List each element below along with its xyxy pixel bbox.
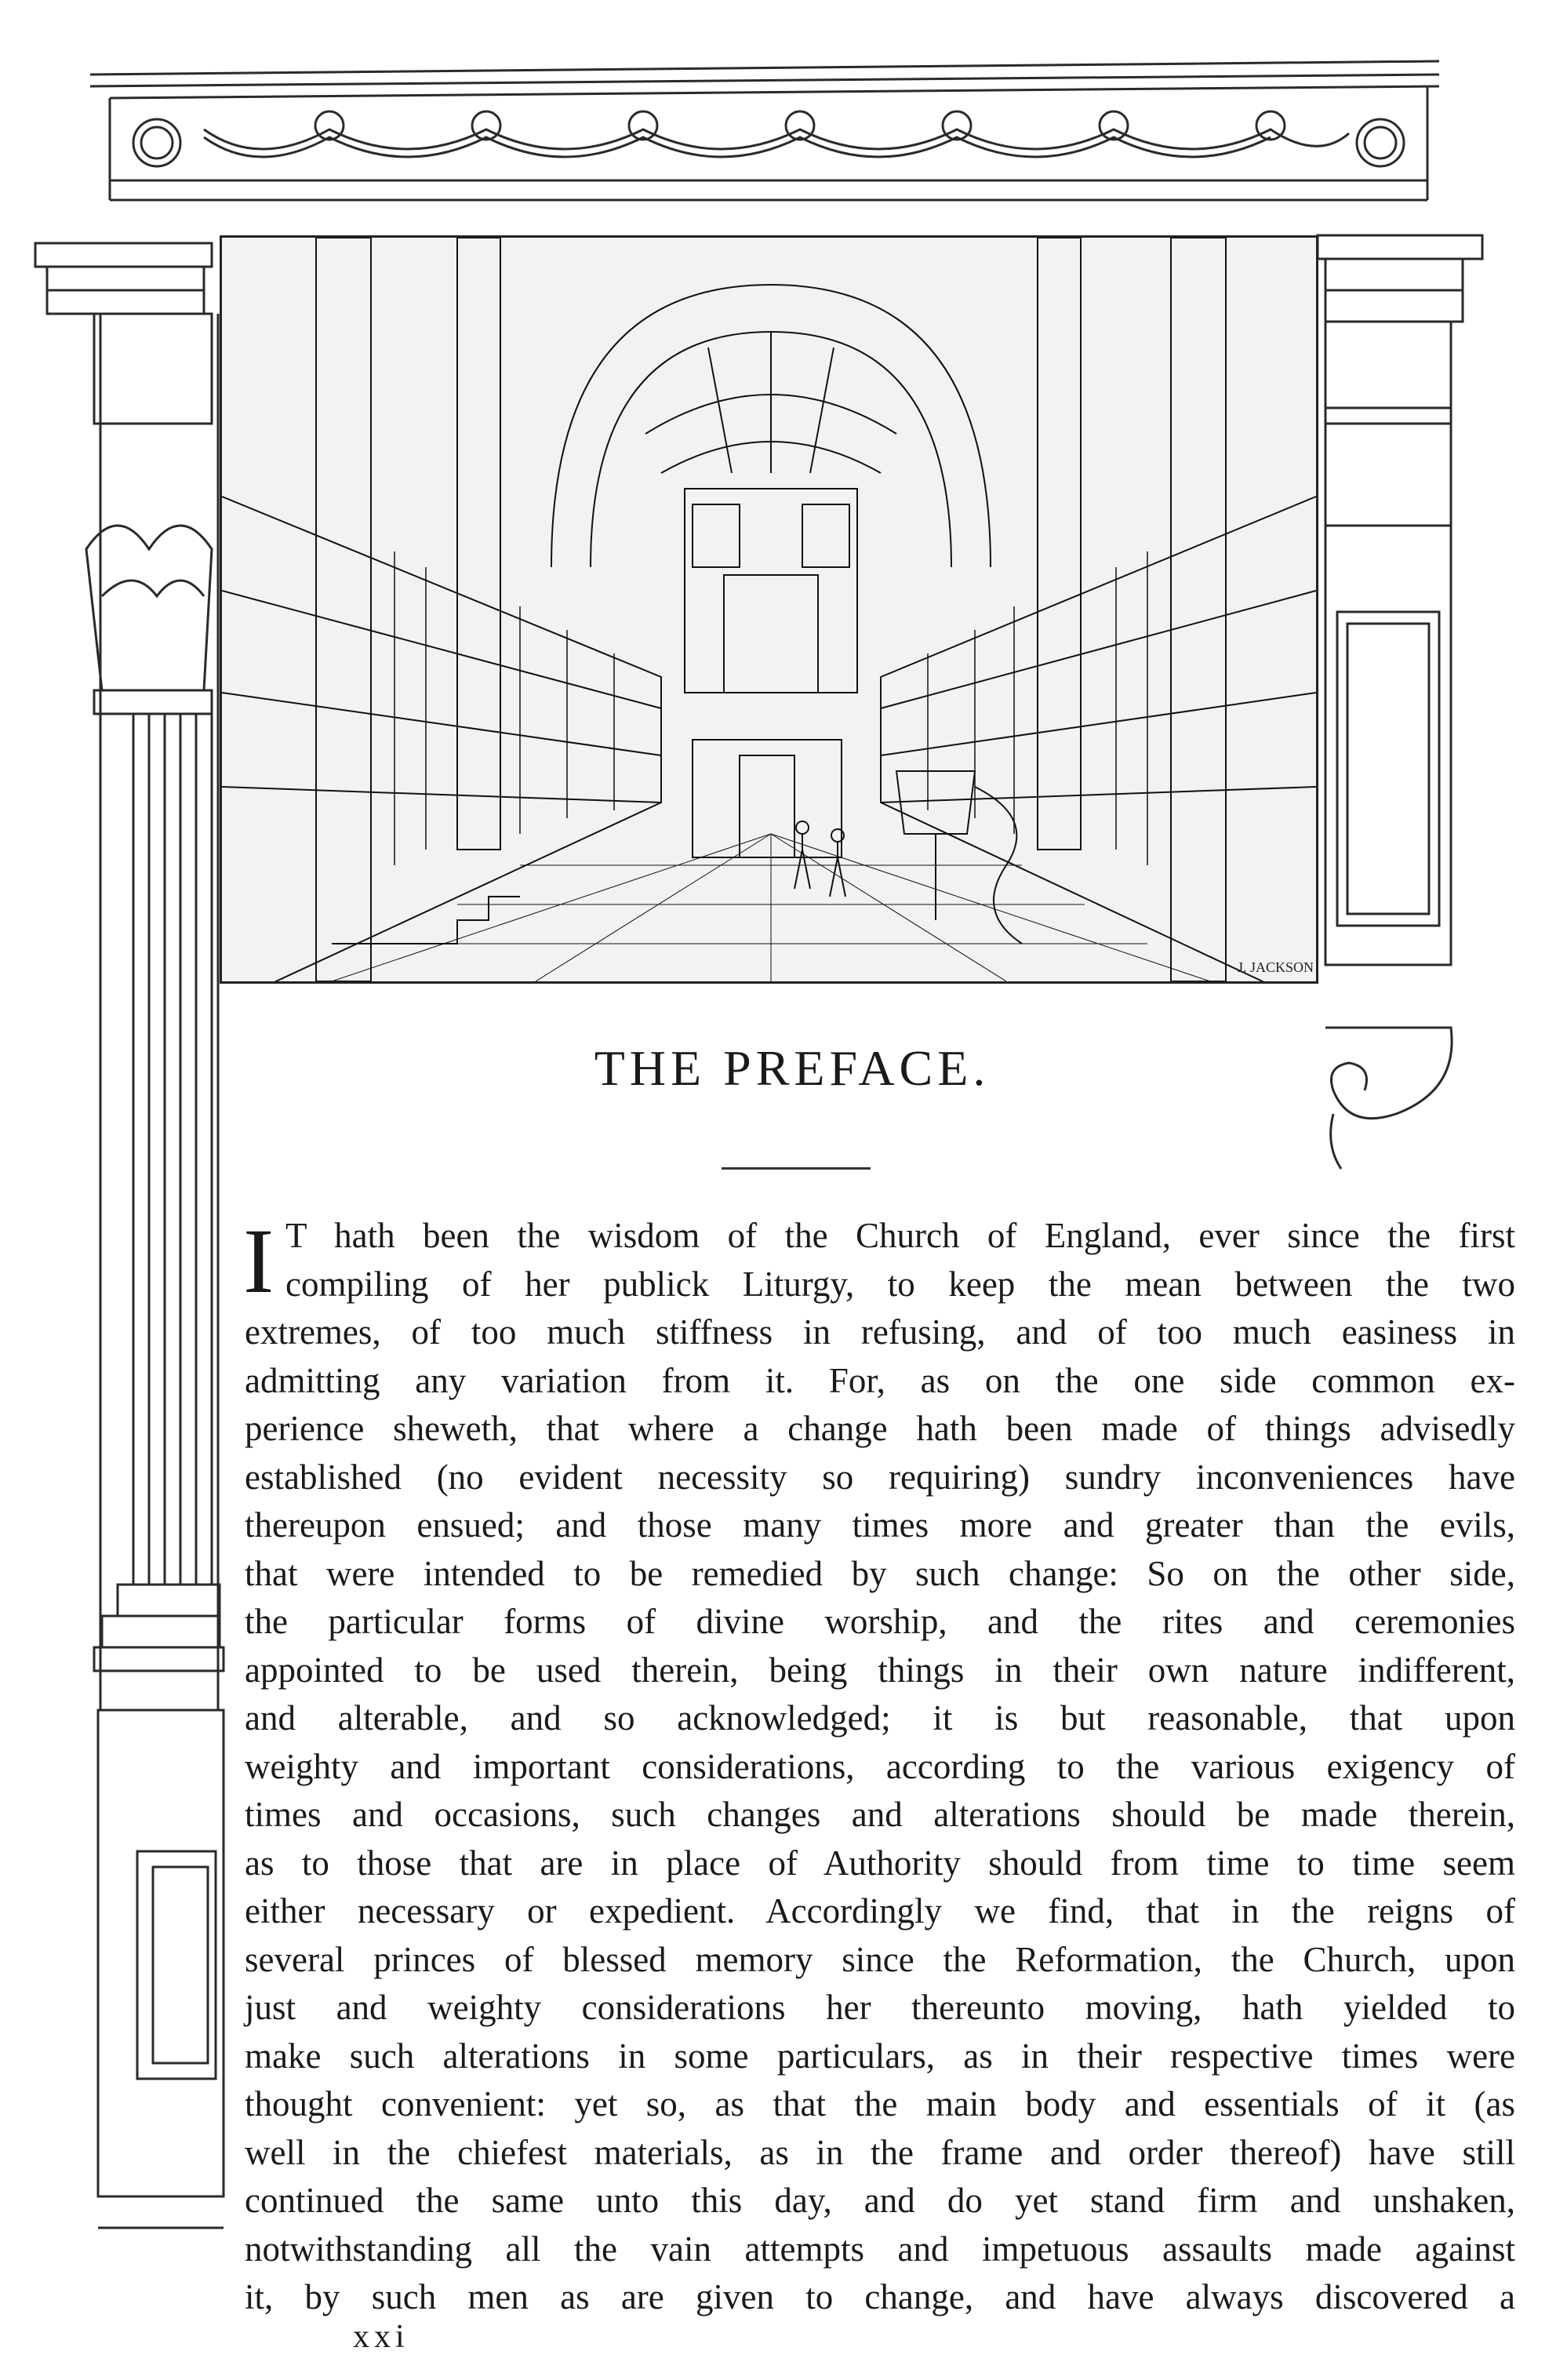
text-line-9: the particular forms of divine worship, and the rites and ceremonies <box>245 1602 1515 1641</box>
text-line-6: established (no evident necessity so requiring) sundry inconveniences have <box>245 1457 1515 1497</box>
text-line-22: notwithstanding all the vain attempts and impetuous assaults made against <box>245 2229 1515 2269</box>
text-line-17: just and weighty considerations her thereunto moving, hath yielded to <box>245 1988 1515 2027</box>
text-line-2: compiling of her publick Liturgy, to keep the mean between the two <box>285 1264 1515 1304</box>
preface-body <box>245 1212 1515 2322</box>
text-line-15: either necessary or expedient. Accordingly we find, that in the reigns of <box>245 1891 1515 1931</box>
text-line-3: extremes, of too much stiffness in refusing, and of too much easiness in <box>245 1312 1515 1352</box>
page-number: xxi <box>353 2319 409 2355</box>
text-line-21: continued the same unto this day, and do yet stand firm and unshaken, <box>245 2181 1515 2220</box>
drop-cap: I <box>243 1210 274 1312</box>
text-line-10: appointed to be used therein, being things in their own nature indifferent, <box>245 1650 1515 1690</box>
text-line-18: make such alterations in some particulars, as in their respective times were <box>245 2036 1515 2076</box>
text-line-4: admitting any variation from it. For, as on the one side common ex- <box>245 1360 1515 1400</box>
text-line-13: times and occasions, such changes and alterations should be made therein, <box>245 1795 1515 1834</box>
page-title: THE PREFACE. <box>594 1040 991 1096</box>
cathedral-choir-engraving <box>220 235 1318 984</box>
text-line-11: and alterable, and so acknowledged; it is but reasonable, that upon <box>245 1698 1515 1738</box>
engraver-signature: J. JACKSON <box>1238 959 1314 975</box>
text-line-12: weighty and important considerations, according to the various exigency of <box>245 1746 1515 1786</box>
text-line-8: that were intended to be remedied by such change: So on the other side, <box>245 1553 1515 1593</box>
text-line-20: well in the chiefest materials, as in the frame and order thereof) have still <box>245 2132 1515 2172</box>
text-line-14: as to those that are in place of Authority should from time to time seem <box>245 1843 1515 1883</box>
text-line-7: thereupon ensued; and those many times more and greater than the evils, <box>245 1505 1515 1545</box>
text-line-19: thought convenient: yet so, as that the main body and essentials of it (as <box>245 2084 1515 2123</box>
text-line-5: perience sheweth, that where a change hath been made of things advisedly <box>245 1409 1515 1448</box>
text-line-23: it, by such men as are given to change, and have always discovered a <box>245 2277 1515 2316</box>
title-rule <box>722 1167 871 1170</box>
engraving-illustration <box>222 238 1316 981</box>
text-line-1: T hath been the wisdom of the Church of England, ever since the first <box>285 1216 1515 1255</box>
text-line-16: several princes of blessed memory since the Reformation, the Church, upon <box>245 1939 1515 1979</box>
